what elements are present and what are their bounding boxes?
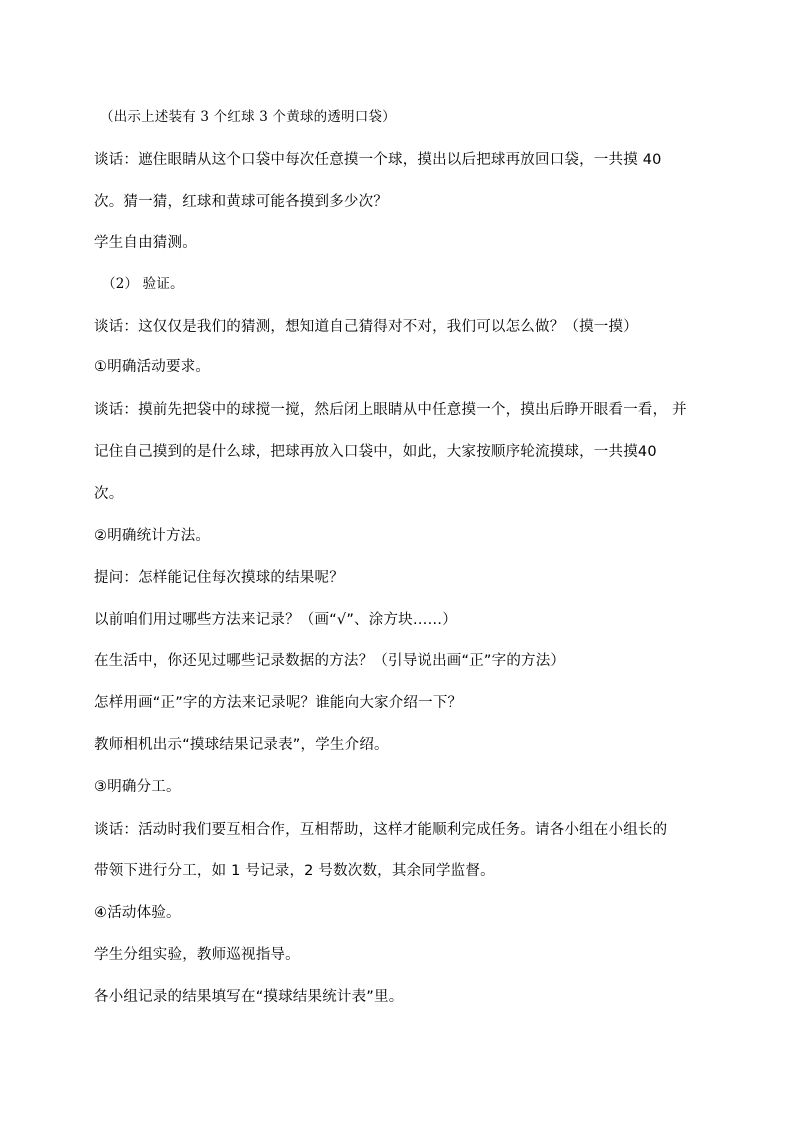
text-line: 在生活中，你还见过哪些记录数据的方法？（引导说出画“正”字的方法） <box>94 653 566 669</box>
text-line: 次。猜一猜，红球和黄球可能各摸到多少次？ <box>94 194 388 210</box>
text-line: 以前咱们用过哪些方法来记录？（画“√”、涂方块……） <box>94 612 457 628</box>
text-line: 谈话：遮住眼睛从这个口袋中每次任意摸一个球，摸出以后把球再放回口袋，一共摸 40 <box>94 152 662 168</box>
text-line: 谈话：摸前先把袋中的球搅一搅，然后闭上眼睛从中任意摸一个，摸出后睁开眼看一看， 并 <box>94 402 687 418</box>
text-line: （出示上述装有 3 个红球 3 个黄球的透明口袋） <box>100 109 396 125</box>
text-line: （2） 验证。 <box>102 276 184 292</box>
text-line: 次。 <box>94 486 124 502</box>
text-line: 学生分组实验，教师巡视指导。 <box>94 947 300 963</box>
text-line: 怎样用画“正”字的方法来记录呢？谁能向大家介绍一下？ <box>94 695 463 711</box>
text-line: 学生自由猜测。 <box>94 235 197 251</box>
text-line: ④活动体验。 <box>94 905 181 921</box>
text-line: 记住自己摸到的是什么球，把球再放入口袋中，如此，大家按顺序轮流摸球，一共摸40 <box>94 444 657 460</box>
text-line: ①明确活动要求。 <box>94 359 211 375</box>
text-line: 提问：怎样能记住每次摸球的结果呢？ <box>94 570 344 586</box>
text-line: ②明确统计方法。 <box>94 528 211 544</box>
text-line: 谈话：这仅仅是我们的猜测，想知道自己猜得对不对，我们可以怎么做？（摸一摸） <box>94 319 638 335</box>
text-line: ③明确分工。 <box>94 779 181 795</box>
text-line: 带领下进行分工，如 1 号记录，2 号数次数，其余同学监督。 <box>94 863 495 879</box>
text-line: 谈话：活动时我们要互相合作，互相帮助，这样才能顺利完成任务。请各小组在小组长的 <box>94 822 668 838</box>
text-line: 教师相机出示“摸球结果记录表”，学生介绍。 <box>94 737 389 753</box>
text-line: 各小组记录的结果填写在“摸球结果统计表”里。 <box>94 989 404 1005</box>
